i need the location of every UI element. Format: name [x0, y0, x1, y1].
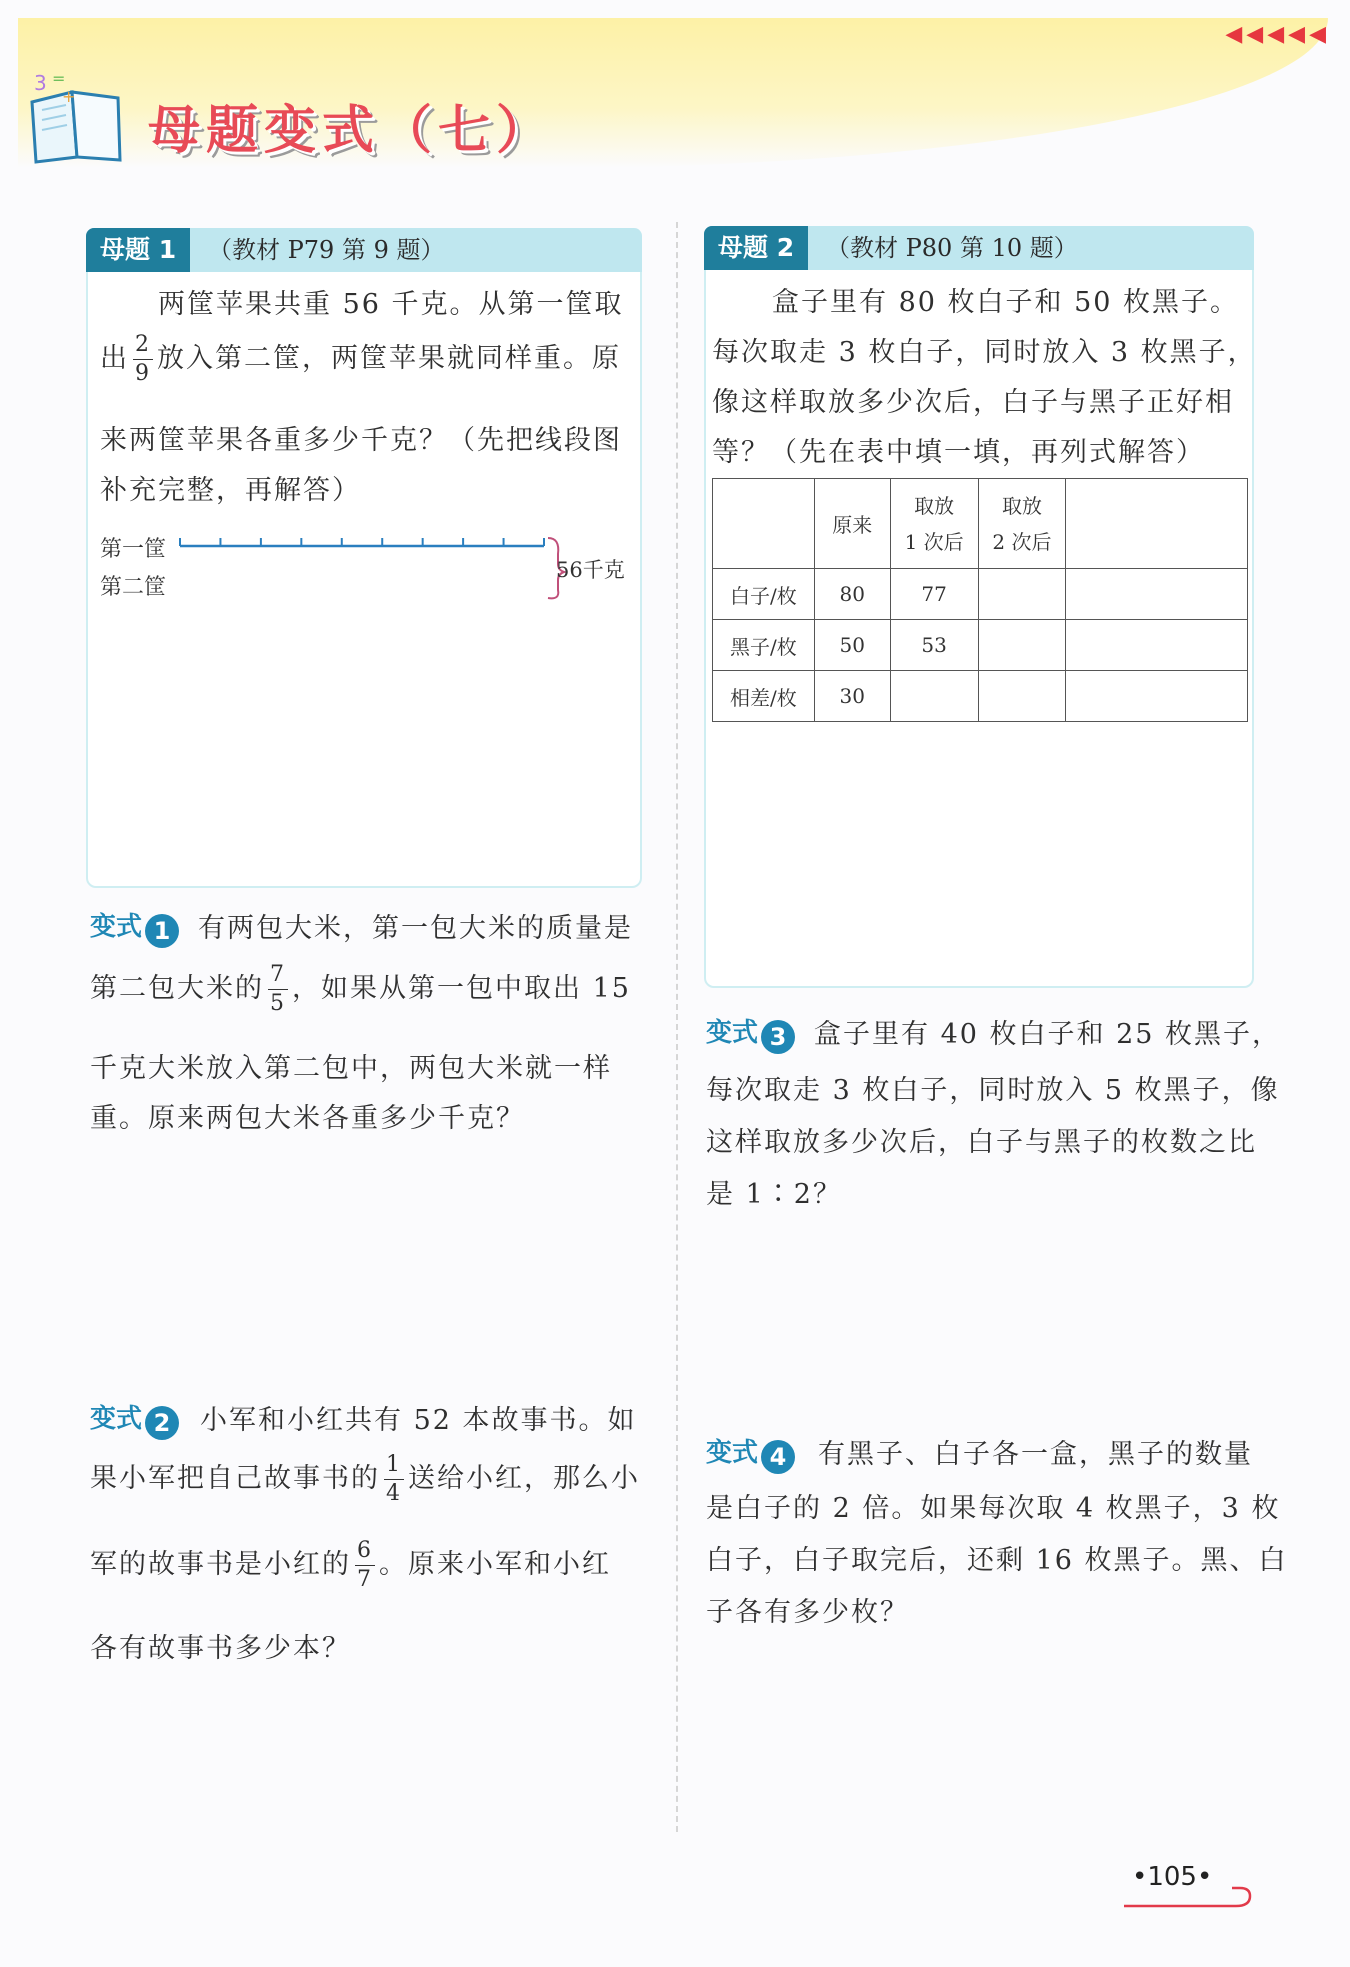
variant-2-line-2-text-b: 送给小红，那么小 [408, 1463, 640, 1494]
variant-3-tag [706, 1012, 795, 1054]
table-cell: 30 [814, 671, 890, 722]
table-row [713, 620, 1248, 671]
table-header-original: 原来 [814, 479, 890, 569]
problem-2-line-2: 每次取走 3 枚白子，同时放入 3 枚黑子， [712, 337, 1257, 368]
table-cell: 53 [890, 620, 978, 671]
svg-text:=: = [52, 69, 66, 88]
problem-1-line-2-text-a: 出 [100, 343, 129, 374]
variant-1-tag [90, 906, 179, 948]
variant-3-line-2: 每次取走 3 枚白子，同时放入 5 枚黑子，像 [706, 1075, 1280, 1106]
fraction-denominator: 4 [386, 1481, 402, 1506]
variant-2-line-3-text-a: 军的故事书是小红的 [90, 1549, 351, 1580]
variant-4-label: 变式 [706, 1438, 759, 1468]
variant-1-label: 变式 [90, 912, 143, 942]
table-cell: 50 [814, 620, 890, 671]
table-header-twice [978, 479, 1066, 569]
table-blank-cell[interactable] [1066, 620, 1248, 671]
problem-1-tag: 母题 1 [86, 228, 190, 272]
fraction-denominator: 7 [357, 1567, 373, 1592]
table-header-row [713, 479, 1248, 569]
fraction-one-quarter [384, 1454, 404, 1505]
fraction-numerator: 1 [384, 1454, 404, 1480]
fraction-denominator: 9 [135, 361, 151, 386]
variant-1-line-2-text-a: 第二包大米的 [90, 973, 264, 1004]
problem-1-line-2 [100, 334, 621, 385]
variant-1-line-1: 有两包大米，第一包大米的质量是 [198, 913, 633, 944]
table-row [713, 569, 1248, 620]
svg-text:3: 3 [34, 71, 47, 95]
variant-4-number-icon: 4 [761, 1440, 795, 1474]
column-divider [676, 222, 678, 1832]
table-corner-cell [713, 479, 815, 569]
table-header-once [890, 479, 978, 569]
table-row-label: 黑子/枚 [713, 620, 815, 671]
table-cell: 80 [814, 569, 890, 620]
variant-4-line-1: 有黑子、白子各一盒，黑子的数量 [818, 1439, 1253, 1470]
problem-1-header [86, 228, 642, 272]
page-number: •105• [1132, 1862, 1213, 1892]
variant-4-line-3: 白子，白子取完后，还剩 16 枚黑子。黑、白 [706, 1545, 1288, 1576]
fraction-two-ninths [133, 334, 153, 385]
table-row-label: 相差/枚 [713, 671, 815, 722]
page-title: 母题变式（七） [148, 101, 555, 161]
variant-2-line-2 [90, 1454, 640, 1505]
segment-total-label: 56千克 [556, 558, 625, 582]
variant-2-number-icon: 2 [145, 1406, 179, 1440]
fraction-six-sevenths [355, 1540, 375, 1591]
problem-2-line-1: 盒子里有 80 枚白子和 50 枚黑子。 [772, 287, 1240, 318]
problem-2-source: （教材 P80 第 10 题） [826, 234, 1078, 262]
table-header-blank [1066, 479, 1248, 569]
variant-1-number-icon: 1 [145, 914, 179, 948]
variant-2-tag [90, 1398, 179, 1440]
variant-2-line-2-text-a: 果小军把自己故事书的 [90, 1463, 380, 1494]
decorative-arrows: ◀◀◀◀◀ [1225, 22, 1330, 47]
variant-4-line-2: 是白子的 2 倍。如果每次取 4 枚黑子，3 枚 [706, 1493, 1281, 1524]
problem-1-line-3: 来两筐苹果各重多少千克？（先把线段图 [100, 425, 622, 456]
problem-1-line-4: 补充完整，再解答） [100, 475, 361, 506]
problem-2-tag: 母题 2 [704, 226, 808, 270]
svg-text:+: + [62, 87, 76, 106]
fraction-numerator: 2 [133, 334, 153, 360]
variant-3-line-3: 这样取放多少次后，白子与黑子的枚数之比 [706, 1127, 1257, 1158]
variant-4-tag [706, 1432, 795, 1474]
table-blank-cell[interactable] [978, 620, 1066, 671]
fraction-numerator: 6 [355, 1540, 375, 1566]
problem-1-line-1: 两筐苹果共重 56 千克。从第一筐取 [158, 289, 624, 320]
variant-3-label: 变式 [706, 1018, 759, 1048]
variant-2-line-4: 各有故事书多少本？ [90, 1633, 351, 1664]
segment-label-first-basket: 第一筐 [100, 537, 167, 562]
problem-1-line-2-text-b: 放入第二筐，两筐苹果就同样重。原 [157, 343, 621, 374]
page-number-underline [1124, 1876, 1254, 1910]
table-row-label: 白子/枚 [713, 569, 815, 620]
fraction-denominator: 5 [270, 991, 286, 1016]
table-blank-cell[interactable] [890, 671, 978, 722]
variant-1-line-2-text-b: ，如果从第一包中取出 15 [292, 973, 631, 1004]
table-header-twice-bottom: 2 次后 [992, 529, 1052, 554]
table-header-once-top: 取放 [914, 493, 955, 518]
table-blank-cell[interactable] [978, 671, 1066, 722]
open-book-icon [22, 62, 132, 172]
table-row [713, 671, 1248, 722]
variant-2-line-3 [90, 1540, 611, 1591]
variant-1-line-4: 重。原来两包大米各重多少千克？ [90, 1103, 525, 1134]
problem-2-line-4: 等？（先在表中填一填，再列式解答） [712, 437, 1205, 468]
problem-1-source: （教材 P79 第 9 题） [208, 236, 445, 264]
variant-2-line-1: 小军和小红共有 52 本故事书。如 [200, 1405, 637, 1436]
table-blank-cell[interactable] [1066, 671, 1248, 722]
problem-2-header [704, 226, 1254, 270]
variant-2-label: 变式 [90, 1404, 143, 1434]
segment-label-second-basket: 第二筐 [100, 575, 167, 600]
stones-table [712, 478, 1248, 722]
variant-1-line-2 [90, 964, 631, 1015]
table-header-once-bottom: 1 次后 [904, 529, 964, 554]
variant-3-line-1: 盒子里有 40 枚白子和 25 枚黑子， [814, 1019, 1282, 1050]
fraction-seven-fifths [268, 964, 288, 1015]
problem-2-line-3: 像这样取放多少次后，白子与黑子正好相 [712, 387, 1234, 418]
variant-3-line-4: 是 1∶2？ [706, 1179, 842, 1210]
table-blank-cell[interactable] [978, 569, 1066, 620]
variant-4-line-4: 子各有多少枚？ [706, 1597, 909, 1628]
line-segment-diagram [176, 530, 562, 600]
table-blank-cell[interactable] [1066, 569, 1248, 620]
variant-3-number-icon: 3 [761, 1020, 795, 1054]
variant-1-line-3: 千克大米放入第二包中，两包大米就一样 [90, 1053, 612, 1084]
variant-2-line-3-text-b: 。原来小军和小红 [379, 1549, 611, 1580]
table-cell: 77 [890, 569, 978, 620]
fraction-numerator: 7 [268, 964, 288, 990]
table-header-twice-top: 取放 [1001, 493, 1042, 518]
